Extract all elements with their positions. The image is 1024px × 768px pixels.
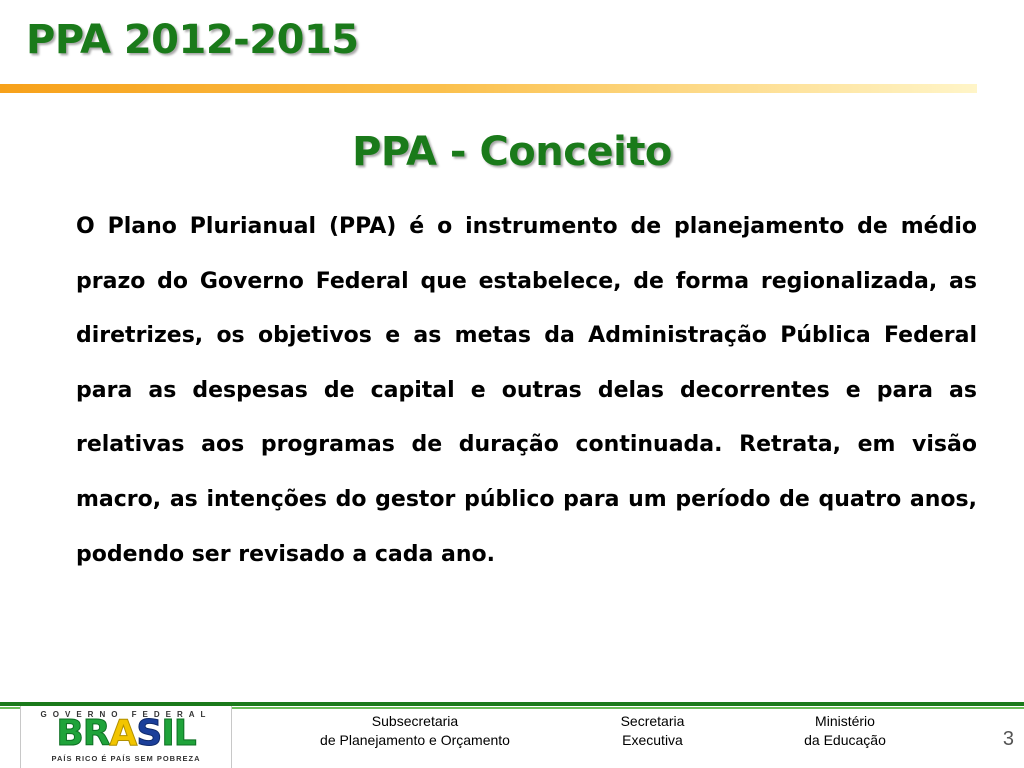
footer-ministerio bbox=[780, 712, 910, 750]
page-number: 3 bbox=[1002, 728, 1014, 750]
logo-main-text: BRASIL bbox=[56, 713, 196, 754]
footer-secretaria bbox=[595, 712, 710, 750]
footer-subsecretaria bbox=[285, 712, 545, 750]
footer-secretaria-line1: Secretaria bbox=[620, 713, 685, 729]
title-underline-bar bbox=[0, 84, 977, 93]
slide-title: PPA 2012-2015 bbox=[26, 17, 359, 63]
footer-subsecretaria-line2: de Planejamento e Orçamento bbox=[320, 732, 510, 748]
section-heading: PPA - Conceito bbox=[352, 129, 672, 175]
logo-slogan: PAÍS RICO É PAÍS SEM POBREZA bbox=[51, 754, 201, 763]
logo-top-text: GOVERNO FEDERAL bbox=[40, 710, 212, 719]
footer-ministerio-line1: Ministério bbox=[815, 713, 875, 729]
governo-federal-brasil-logo bbox=[20, 706, 232, 768]
footer-secretaria-line2: Executiva bbox=[622, 732, 683, 748]
footer-ministerio-line2: da Educação bbox=[804, 732, 886, 748]
body-paragraph: O Plano Plurianual (PPA) é o instrumento de planejamento de médio prazo do Governo Federal que estabelece, de forma regionalizada, as diretrizes, os objetivos e as metas da Administração Pública Federal para as despesas de capital e outras delas decorrentes e para as relativas aos programas de duração continuada. Retrata, em visão macro, as intenções do gestor público para um período de quatro anos, podendo ser revisado a cada ano. bbox=[76, 214, 977, 567]
footer-subsecretaria-line1: Subsecretaria bbox=[371, 713, 459, 729]
